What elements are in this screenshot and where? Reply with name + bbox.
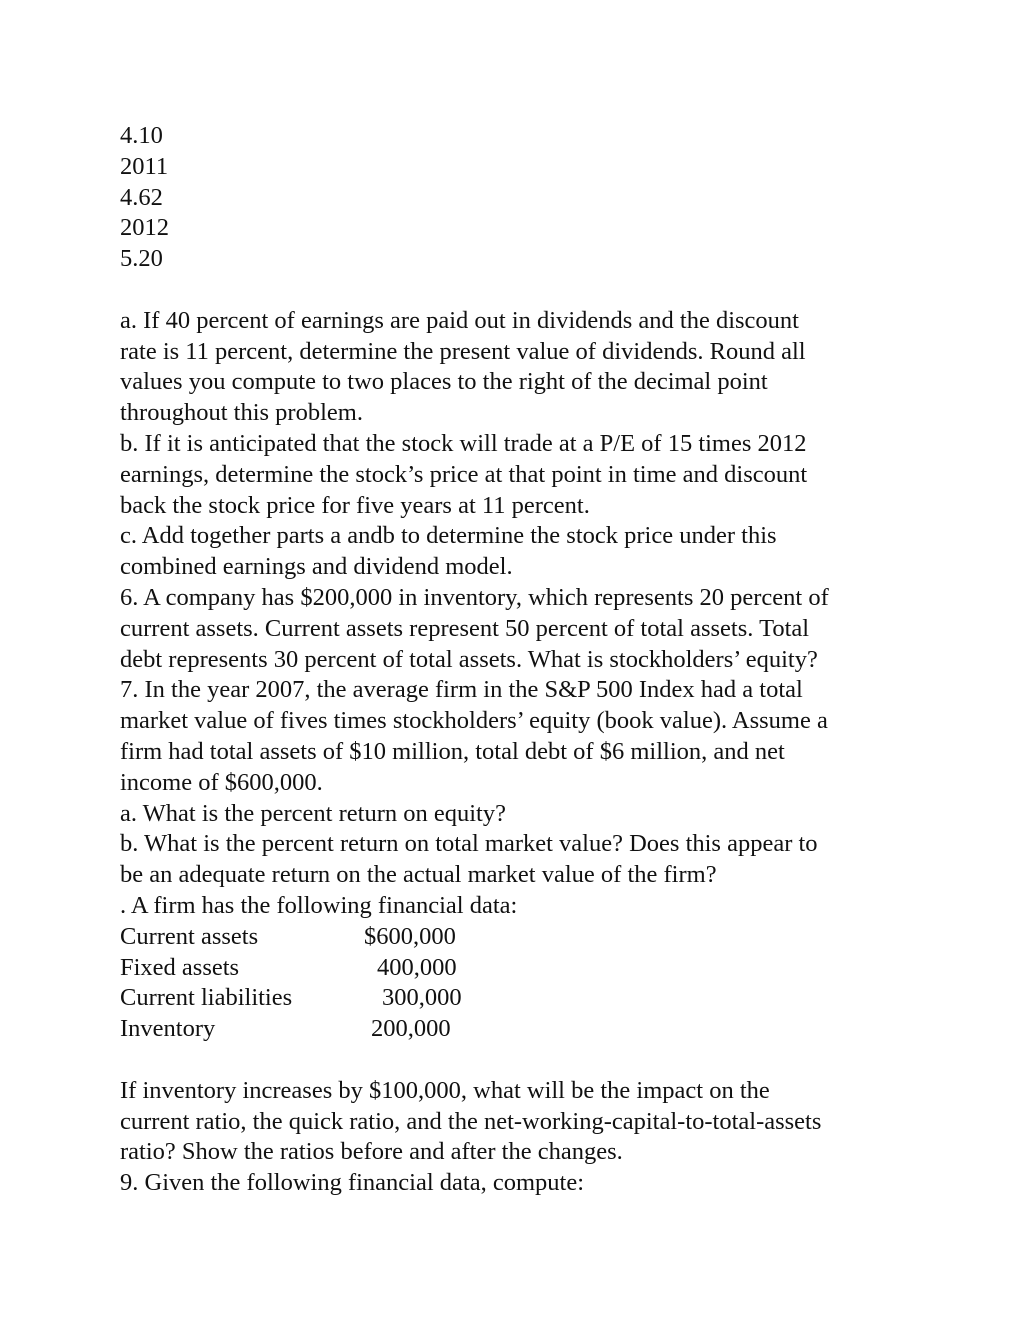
text-line: c. Add together parts a andb to determine the stock price under this xyxy=(120,522,777,550)
financial-data-table xyxy=(120,922,920,1045)
text-line: combined earnings and dividend model. xyxy=(120,553,513,581)
text-line: ratio? Show the ratios before and after the changes. xyxy=(120,1138,623,1166)
text-line: rate is 11 percent, determine the present value of dividends. Round all xyxy=(120,337,806,365)
blank-line xyxy=(120,275,920,306)
financial-label: Current liabilities xyxy=(120,984,293,1012)
text-line: firm had total assets of $10 million, total debt of $6 million, and net xyxy=(120,737,785,765)
text-line: 7. In the year 2007, the average firm in the S&P 500 Index had a total xyxy=(120,676,803,704)
financial-value: 200,000 xyxy=(371,1015,451,1043)
text-line: back the stock price for five years at 11 percent. xyxy=(120,491,590,519)
financial-label: Inventory xyxy=(120,1015,216,1043)
text-line: be an adequate return on the actual market value of the firm? xyxy=(120,861,717,889)
text-line: values you compute to two places to the right of the decimal point xyxy=(120,368,768,396)
question-paragraphs xyxy=(120,306,920,922)
text-line: a. If 40 percent of earnings are paid out in dividends and the discount xyxy=(120,306,799,334)
text-line: b. If it is anticipated that the stock will trade at a P/E of 15 times 2012 xyxy=(120,429,807,457)
year-line: 2011 xyxy=(120,152,169,180)
financial-value: $600,000 xyxy=(364,922,456,950)
financial-row-current-liabilities xyxy=(120,983,920,1014)
financial-label: Fixed assets xyxy=(120,953,240,981)
blank-line xyxy=(120,1045,920,1076)
top-values-block xyxy=(120,121,920,275)
text-line: 9. Given the following financial data, compute: xyxy=(120,1169,585,1197)
text-line: income of $600,000. xyxy=(120,768,323,796)
text-line: throughout this problem. xyxy=(120,399,363,427)
text-line: debt represents 30 percent of total assets. What is stockholders’ equity? xyxy=(120,645,818,673)
text-line: b. What is the percent return on total market value? Does this appear to xyxy=(120,830,818,858)
value-line: 4.10 xyxy=(120,122,163,149)
text-line: current assets. Current assets represent 50 percent of total assets. Total xyxy=(120,614,810,642)
text-line: If inventory increases by $100,000, what will be the impact on the xyxy=(120,1076,770,1104)
text-line: a. What is the percent return on equity? xyxy=(120,799,506,827)
financial-row-current-assets xyxy=(120,922,920,953)
text-line: 6. A company has $200,000 in inventory, which represents 20 percent of xyxy=(120,583,829,611)
financial-row-fixed-assets xyxy=(120,953,920,984)
document-page xyxy=(120,121,920,1199)
text-line: current ratio, the quick ratio, and the net-working-capital-to-total-assets xyxy=(120,1107,822,1135)
value-line: 5.20 xyxy=(120,245,163,273)
value-line: 4.62 xyxy=(120,183,163,211)
text-line: market value of fives times stockholders’ equity (book value). Assume a xyxy=(120,707,828,735)
year-line: 2012 xyxy=(120,214,169,242)
closing-paragraph xyxy=(120,1076,920,1199)
financial-value: 300,000 xyxy=(382,984,462,1012)
text-line: . A firm has the following financial data: xyxy=(120,891,518,919)
text-line: earnings, determine the stock’s price at that point in time and discount xyxy=(120,460,808,488)
financial-row-inventory xyxy=(120,1014,920,1045)
financial-value: 400,000 xyxy=(377,953,457,981)
financial-label: Current assets xyxy=(120,922,259,950)
